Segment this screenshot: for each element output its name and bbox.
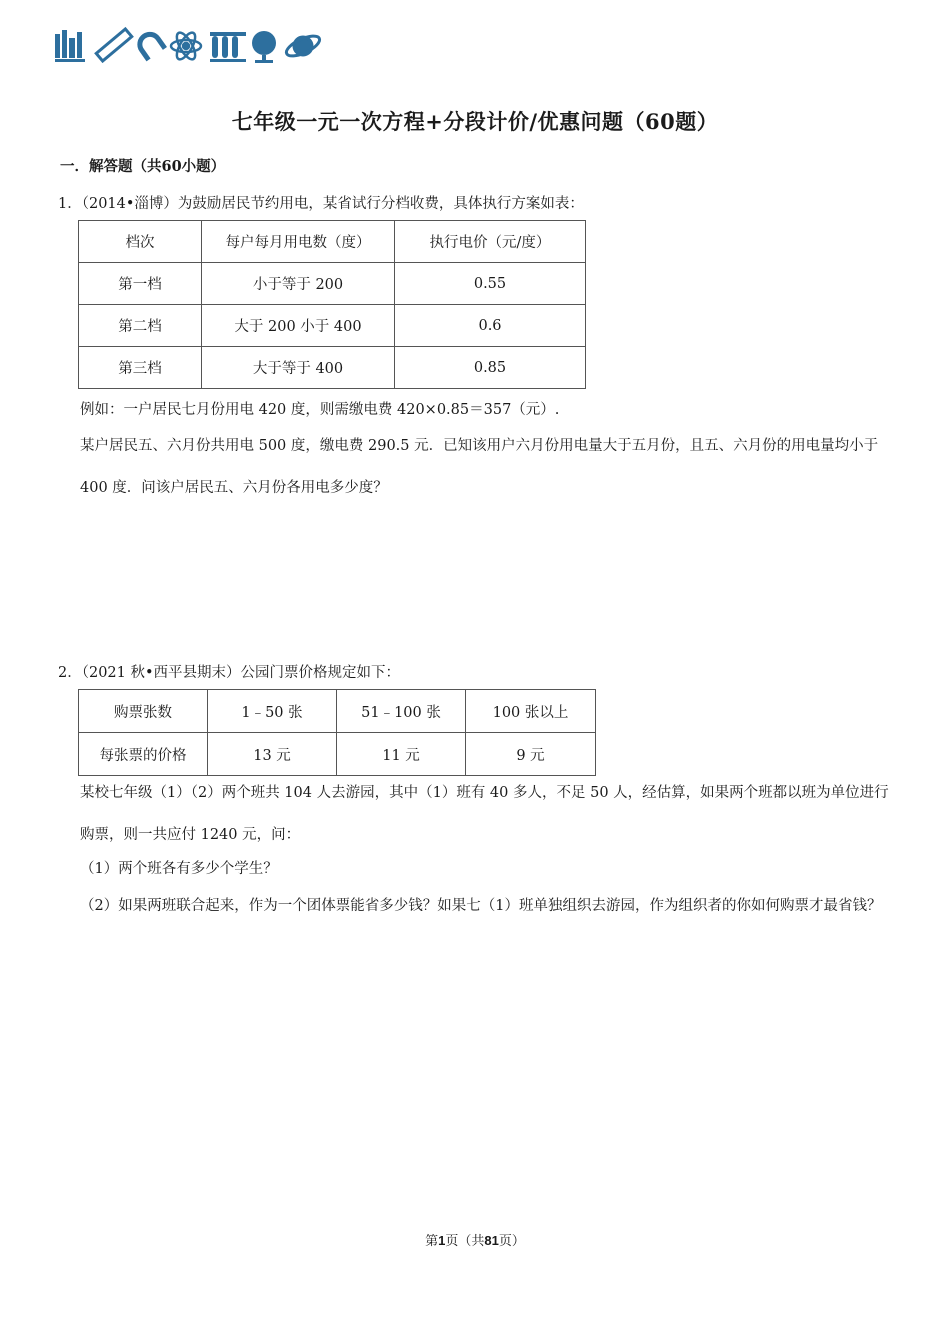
footer-middle: 页（共 — [445, 1234, 485, 1249]
table-cell: 大于等于 400 — [202, 347, 395, 389]
question-2-body: 某校七年级（1）（2）两个班共 104 人去游园，其中（1）班有 40 多人，不足 50 人，经估算，如果两个班都以班为单位进行购票，则一共应付 1240 元，问： — [80, 785, 889, 843]
table-cell: 0.6 — [395, 305, 586, 347]
table-cell: 0.85 — [395, 347, 586, 389]
table-cell: 11 元 — [337, 733, 466, 776]
magnet-icon — [136, 30, 165, 59]
header-icon-strip — [55, 26, 325, 66]
table-cell: 第一档 — [79, 263, 202, 305]
question-1-example: 例如：一户居民七月份用电 420 度，则需缴电费 420×0.85＝357（元）. — [80, 402, 560, 418]
table-row — [79, 733, 596, 776]
atom-icon — [171, 30, 201, 62]
question-1-body: 某户居民五、六月份共用电 500 度，缴电费 290.5 元．已知该用户六月份用电量大于五月份，且五、六月份的用电量均小于 400 度．问该户居民五、六月份各用电多少度？ — [80, 438, 879, 496]
planet-icon — [284, 32, 323, 60]
table-cell: 100 张以上 — [466, 690, 596, 733]
table-cell: 51﹣100 张 — [337, 690, 466, 733]
table-cell: 第三档 — [79, 347, 202, 389]
footer-prefix: 第 — [425, 1234, 439, 1249]
question-2-part-2: （2）如果两班联合起来，作为一个团体票能省多少钱？如果七（1）班单独组织去游园，作为组织者的你如何购票才最省钱？ — [80, 898, 882, 914]
table-row — [79, 263, 586, 305]
question-1-heading: 1．（2014•淄博）为鼓励居民节约用电，某省试行分档收费，具体执行方案如表： — [58, 196, 584, 212]
table-row — [79, 305, 586, 347]
test-tubes-icon — [210, 32, 246, 62]
table-cell: 小于等于 200 — [202, 263, 395, 305]
page-title: 七年级一元一次方程+分段计价/优惠问题（60题） — [231, 109, 719, 134]
footer-suffix: 页） — [498, 1234, 525, 1249]
table-cell: 9 元 — [466, 733, 596, 776]
footer-total-pages: 81 — [484, 1233, 499, 1248]
table-cell: 第二档 — [79, 305, 202, 347]
table-header-cell: 档次 — [79, 221, 202, 263]
electricity-price-table — [78, 220, 586, 389]
books-icon — [55, 30, 85, 62]
table-cell: 13 元 — [208, 733, 337, 776]
table-header-cell: 每户每月用电数（度） — [202, 221, 395, 263]
ruler-icon — [96, 29, 132, 61]
question-2-heading: 2．（2021 秋•西平县期末）公园门票价格规定如下： — [58, 665, 401, 681]
table-row — [79, 347, 586, 389]
question-2-part-1: （1）两个班各有多少个学生？ — [80, 861, 278, 877]
table-header-row — [79, 221, 586, 263]
table-cell: 购票张数 — [79, 690, 208, 733]
section-heading: 一．解答题（共60小题） — [60, 158, 226, 175]
table-cell: 0.55 — [395, 263, 586, 305]
globe-icon — [252, 31, 276, 63]
table-cell: 1﹣50 张 — [208, 690, 337, 733]
ticket-price-table — [78, 689, 596, 776]
page-footer — [0, 1230, 950, 1249]
table-cell: 大于 200 小于 400 — [202, 305, 395, 347]
footer-page-number: 1 — [438, 1233, 446, 1248]
table-row — [79, 690, 596, 733]
table-cell: 每张票的价格 — [79, 733, 208, 776]
table-header-cell: 执行电价（元/度） — [395, 221, 586, 263]
